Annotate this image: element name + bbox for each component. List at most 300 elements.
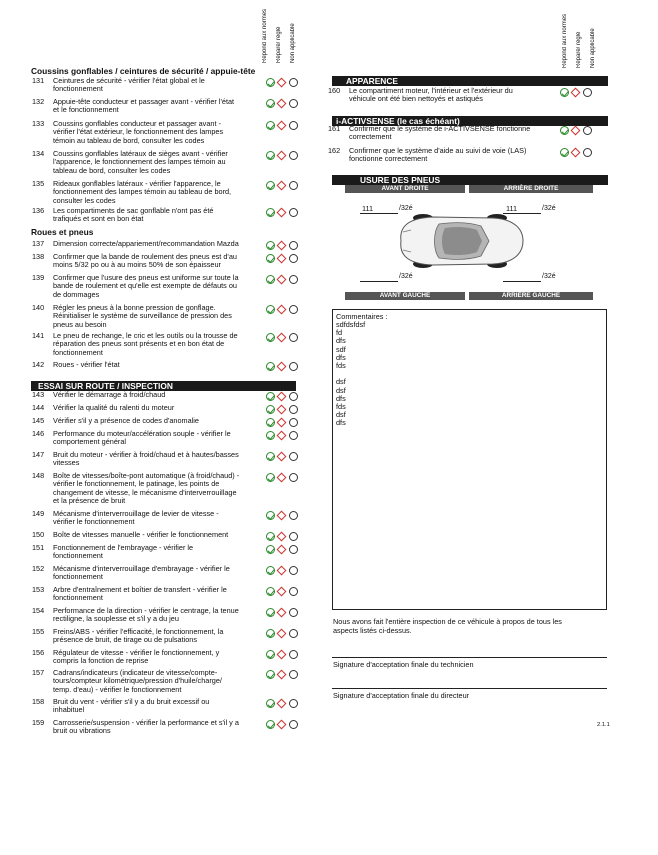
item-text-line: Régulateur de vitesse - vérifier le fonctionnement, y	[53, 648, 220, 657]
item-text-line: consulter les codes	[53, 195, 116, 205]
not-applicable-circle-icon[interactable]	[289, 608, 298, 617]
item-text-line: Carrosserie/suspension - vérifier la performance et s'il y a	[53, 718, 239, 727]
item-number: 157	[32, 668, 45, 677]
item-text	[53, 253, 237, 270]
repaired-diamond-icon[interactable]	[277, 431, 287, 441]
item-text	[53, 531, 228, 539]
col-header-conform-right: Répond aux normes	[562, 13, 568, 68]
form-version: 2.1.1	[597, 722, 610, 728]
item-number: 138	[32, 252, 45, 261]
item-number: 149	[32, 509, 45, 518]
col-header-na-right: Non applicable	[590, 28, 596, 68]
item-text-line: présence de bruit, de tirage ou de pulsations	[53, 635, 198, 645]
status-options	[266, 275, 302, 285]
repaired-diamond-icon[interactable]	[571, 88, 581, 98]
item-text-line: Vérifier la qualité du ralenti du moteur	[53, 403, 175, 412]
status-options	[266, 241, 302, 251]
item-text-line: correctement	[349, 132, 392, 142]
item-text-line: Rideaux gonflables latéraux - vérifier l'apparence, le	[53, 179, 221, 188]
rear-left-label: ARRIÈRE GAUCHE	[469, 292, 593, 300]
item-text	[53, 120, 223, 145]
conform-check-icon[interactable]	[266, 181, 275, 190]
item-text-line: fonctionnement des lampes témoin au tableau de bord,	[53, 187, 232, 197]
item-text-line: Confirmer que le système d'aide au suivi de voie (LAS)	[349, 146, 527, 155]
not-applicable-circle-icon[interactable]	[289, 208, 298, 217]
item-text-line: fonctionnement	[53, 572, 103, 582]
item-number: 143	[32, 390, 45, 399]
item-number: 139	[32, 273, 45, 282]
col-header-repaired: Réparé/ réglé	[276, 26, 282, 63]
item-text-line: vitesses	[53, 458, 80, 468]
not-applicable-circle-icon[interactable]	[289, 241, 298, 250]
status-options	[266, 78, 302, 88]
item-text-line: bande de roulement et qu'elle est exempte de défauts ou	[53, 281, 237, 291]
conform-check-icon[interactable]	[266, 362, 275, 371]
comment-line: dsf	[336, 385, 346, 395]
conform-check-icon[interactable]	[266, 545, 275, 554]
status-options	[266, 254, 302, 264]
item-text-line: Coussins gonflables conducteur et passager avant -	[53, 119, 221, 128]
comment-line: dfs	[336, 393, 346, 403]
item-text-line: trafiqués et sont en bon état	[53, 214, 144, 224]
repaired-diamond-icon[interactable]	[277, 305, 287, 315]
item-text	[53, 304, 232, 329]
conform-check-icon[interactable]	[266, 78, 275, 87]
repaired-diamond-icon[interactable]	[277, 720, 287, 730]
item-text-line: changement de vitesse, le mécanisme d'interverrouillage	[53, 487, 237, 497]
signature-tech-line[interactable]	[332, 657, 607, 658]
item-number: 134	[32, 149, 45, 158]
item-text-line: temp. d'eau) - vérifier le fonctionnement	[53, 684, 182, 694]
item-text	[53, 332, 238, 357]
item-text	[53, 361, 120, 369]
item-text-line: Appuie-tête conducteur et passager avant - vérifier l'état	[53, 97, 235, 106]
conform-check-icon[interactable]	[560, 148, 569, 157]
conform-check-icon[interactable]	[266, 650, 275, 659]
section-airbags-heading: Coussins gonflables / ceintures de sécurité / appuie-tête	[31, 66, 256, 76]
status-options	[266, 670, 302, 680]
item-text-line: véhicule ont été bien nettoyés et astiqués	[349, 94, 483, 104]
not-applicable-circle-icon[interactable]	[289, 333, 298, 342]
item-text-line: compris la fonction de reprise	[53, 656, 149, 666]
item-text-line: vérifier le fonctionnement, le patinage, les points de	[53, 479, 220, 489]
item-text-line: Le compartiment moteur, l'intérieur et l'extérieur du	[349, 86, 513, 95]
rear-right-label: ARRIÈRE DROITE	[469, 185, 593, 193]
repaired-diamond-icon[interactable]	[571, 148, 581, 158]
rear-left-line[interactable]	[503, 281, 541, 282]
conform-check-icon[interactable]	[266, 121, 275, 130]
item-text	[53, 240, 239, 248]
item-text	[53, 391, 165, 399]
item-text-line: Bruit du vent - vérifier s'il y a du bruit excessif ou	[53, 697, 210, 706]
status-options	[266, 181, 302, 191]
conform-check-icon[interactable]	[266, 587, 275, 596]
item-number: 150	[32, 530, 45, 539]
not-applicable-circle-icon[interactable]	[289, 275, 298, 284]
item-number: 160	[328, 86, 341, 95]
item-number: 152	[32, 564, 45, 573]
not-applicable-circle-icon[interactable]	[583, 148, 592, 157]
item-text-line: Arbre d'entraînement et boîtier de transfert - vérifier le	[53, 585, 227, 594]
item-number: 136	[32, 206, 45, 215]
not-applicable-circle-icon[interactable]	[289, 566, 298, 575]
item-text-line: vérifier le fonctionnement	[53, 517, 135, 527]
item-text-line: Vérifier s'il y a présence de codes d'anomalie	[53, 416, 199, 425]
status-options	[266, 305, 302, 315]
comment-line: dfs	[336, 418, 346, 428]
item-number: 156	[32, 648, 45, 657]
conform-check-icon[interactable]	[266, 670, 275, 679]
not-applicable-circle-icon[interactable]	[289, 362, 298, 371]
conform-check-icon[interactable]	[266, 208, 275, 217]
item-text-line: Le pneu de rechange, le cric et les outils ou la trousse de	[53, 331, 238, 340]
item-text	[53, 404, 174, 412]
not-applicable-circle-icon[interactable]	[289, 418, 298, 427]
section-tire-wear-heading: USURE DES PNEUS	[360, 175, 441, 185]
item-text-line: Confirmer que le système de i-ACTIVSENSE fonctionne	[349, 124, 531, 133]
not-applicable-circle-icon[interactable]	[289, 511, 298, 520]
item-text	[53, 669, 222, 694]
status-options	[266, 151, 302, 161]
status-options	[266, 99, 302, 109]
repaired-diamond-icon[interactable]	[277, 511, 287, 521]
item-text-line: fonctionnement	[53, 551, 103, 561]
item-text-line: Performance de la direction - vérifier le centrage, la tenue	[53, 606, 239, 615]
status-options	[266, 431, 302, 441]
item-number: 161	[328, 124, 341, 133]
item-text-line: Mécanisme d'interverrouillage de levier de vitesse -	[53, 509, 219, 518]
conform-check-icon[interactable]	[266, 99, 275, 108]
item-number: 135	[32, 179, 45, 188]
item-text-line: témoin au tableau de bord, consulter les codes	[53, 135, 205, 145]
item-text-line: Boîte de vitesses/boîte-pont automatique (à froid/chaud) -	[53, 471, 240, 480]
item-number: 151	[32, 543, 45, 552]
item-text	[53, 628, 223, 645]
conform-check-icon[interactable]	[266, 629, 275, 638]
item-number: 131	[32, 76, 45, 85]
item-text	[53, 150, 228, 175]
item-number: 133	[32, 119, 45, 128]
item-text-line: réparation des pneus sont présents et en bon état de	[53, 339, 225, 349]
status-options	[266, 566, 302, 576]
rear-right-value[interactable]: 111	[506, 204, 518, 213]
item-text	[53, 649, 219, 666]
item-text-line: Vérifier le démarrage à froid/chaud	[53, 390, 166, 399]
not-applicable-circle-icon[interactable]	[289, 720, 298, 729]
item-text-line: fonctionnement	[53, 84, 103, 94]
conform-check-icon[interactable]	[560, 126, 569, 135]
item-text-line: bruit ou vibrations	[53, 726, 111, 736]
item-text	[53, 207, 213, 224]
section-appearance-heading: APPARENCE	[346, 76, 398, 86]
repaired-diamond-icon[interactable]	[277, 181, 287, 191]
item-text	[53, 698, 209, 715]
item-text	[53, 274, 239, 299]
item-text-line: fonctionnement	[53, 347, 103, 357]
not-applicable-circle-icon[interactable]	[583, 126, 592, 135]
item-text-line: rectiligne, la souplesse et s'il y a du jeu	[53, 614, 179, 624]
conform-check-icon[interactable]	[266, 305, 275, 314]
item-text-line: Cadrans/indicateurs (indicateur de vitesse/compte-	[53, 668, 218, 677]
status-options	[266, 511, 302, 521]
not-applicable-circle-icon[interactable]	[289, 452, 298, 461]
conform-check-icon[interactable]	[266, 720, 275, 729]
rear-left-unit: /32é	[542, 273, 556, 280]
signature-tech-label: Signature d'acceptation finale du technicien	[333, 660, 474, 669]
not-applicable-circle-icon[interactable]	[583, 88, 592, 97]
front-right-unit: /32é	[399, 205, 413, 212]
not-applicable-circle-icon[interactable]	[289, 431, 298, 440]
conform-check-icon[interactable]	[560, 88, 569, 97]
item-number: 154	[32, 606, 45, 615]
item-number: 159	[32, 718, 45, 727]
conform-check-icon[interactable]	[266, 405, 275, 414]
not-applicable-circle-icon[interactable]	[289, 473, 298, 482]
repaired-diamond-icon[interactable]	[277, 587, 287, 597]
section-appearance-bar	[332, 76, 608, 86]
car-top-view-icon	[393, 212, 525, 270]
item-number: 137	[32, 239, 45, 248]
not-applicable-circle-icon[interactable]	[289, 545, 298, 554]
repaired-diamond-icon[interactable]	[277, 545, 287, 555]
comment-line: sdf	[336, 344, 346, 354]
col-header-repaired-right: Réparé/ réglé	[576, 31, 582, 68]
item-text-line: Performance du moteur/accélération souple - vérifier le	[53, 429, 231, 438]
item-text	[53, 586, 227, 603]
repaired-diamond-icon[interactable]	[277, 566, 287, 576]
repaired-diamond-icon[interactable]	[277, 392, 287, 402]
item-text	[53, 77, 205, 94]
repaired-diamond-icon[interactable]	[277, 99, 287, 109]
not-applicable-circle-icon[interactable]	[289, 181, 298, 190]
comment-line: dfs	[336, 336, 346, 346]
comment-line: fd	[336, 328, 343, 338]
comment-line: dsf	[336, 410, 346, 420]
status-options	[266, 452, 302, 462]
item-text-line: Les compartiments de sac gonflable n'ont pas été	[53, 206, 214, 215]
status-options	[266, 362, 302, 372]
front-left-unit: /32é	[399, 273, 413, 280]
status-options	[266, 720, 302, 730]
item-number: 148	[32, 471, 45, 480]
not-applicable-circle-icon[interactable]	[289, 305, 298, 314]
conform-check-icon[interactable]	[266, 473, 275, 482]
not-applicable-circle-icon[interactable]	[289, 121, 298, 130]
conform-check-icon[interactable]	[266, 608, 275, 617]
status-options	[266, 418, 302, 428]
item-text-line: fonctionnement	[53, 593, 103, 603]
conform-check-icon[interactable]	[266, 532, 275, 541]
conform-check-icon[interactable]	[266, 511, 275, 520]
repaired-diamond-icon[interactable]	[277, 333, 287, 343]
item-text-line: et le fonctionnement	[53, 105, 119, 115]
conform-check-icon[interactable]	[266, 275, 275, 284]
item-text-line: de dommages	[53, 289, 100, 299]
status-options	[266, 473, 302, 483]
item-text-line: moins 5/32 po ou à au moins 50% de son épaisseur	[53, 260, 221, 270]
front-left-label: AVANT GAUCHE	[345, 292, 465, 300]
conform-check-icon[interactable]	[266, 452, 275, 461]
status-options	[266, 121, 302, 131]
front-right-value[interactable]: 111	[362, 204, 374, 213]
conform-check-icon[interactable]	[266, 418, 275, 427]
comment-line: dfs	[336, 352, 346, 362]
item-number: 141	[32, 331, 45, 340]
col-header-conform: Répond aux normes	[262, 8, 268, 63]
item-text	[349, 87, 513, 104]
item-text-line: pneus au besoin	[53, 319, 107, 329]
item-text	[53, 472, 239, 505]
status-options	[266, 650, 302, 660]
comment-line: sdfdsfdsf	[336, 320, 366, 329]
status-options	[266, 545, 302, 555]
status-options	[266, 405, 302, 415]
rear-right-unit: /32é	[542, 205, 556, 212]
item-text-line: Coussins gonflables latéraux de sièges avant - vérifier	[53, 149, 228, 158]
item-text-line: tours/compteur kilométrique/pression d'huile/charge/	[53, 676, 222, 686]
repaired-diamond-icon[interactable]	[277, 608, 287, 618]
repaired-diamond-icon[interactable]	[571, 126, 581, 136]
not-applicable-circle-icon[interactable]	[289, 99, 298, 108]
item-number: 155	[32, 627, 45, 636]
status-options	[266, 333, 302, 343]
status-options	[266, 392, 302, 402]
repaired-diamond-icon[interactable]	[277, 532, 287, 542]
not-applicable-circle-icon[interactable]	[289, 254, 298, 263]
item-text	[53, 451, 239, 468]
item-text-line: Réinitialiser le système de surveillance de pression des	[53, 311, 232, 321]
item-text	[53, 544, 193, 561]
conform-check-icon[interactable]	[266, 392, 275, 401]
item-number: 145	[32, 416, 45, 425]
item-text-line: Confirmer que l'usure des pneus est uniforme sur toute la	[53, 273, 239, 282]
item-text-line: et la présence de bruit	[53, 495, 126, 505]
comments-box[interactable]	[332, 309, 607, 610]
item-text-line: Ceintures de sécurité - vérifier l'état global et le	[53, 76, 205, 85]
item-text-line: fonctionne correctement	[349, 154, 428, 164]
item-text-line: inhabituel	[53, 705, 85, 715]
conform-check-icon[interactable]	[266, 254, 275, 263]
item-number: 132	[32, 97, 45, 106]
item-number: 147	[32, 450, 45, 459]
repaired-diamond-icon[interactable]	[277, 241, 287, 251]
item-number: 162	[328, 146, 341, 155]
section-road-test-heading: ESSAI SUR ROUTE / INSPECTION	[38, 381, 173, 391]
conform-check-icon[interactable]	[266, 566, 275, 575]
item-text	[349, 125, 530, 142]
item-number: 146	[32, 429, 45, 438]
not-applicable-circle-icon[interactable]	[289, 587, 298, 596]
item-text-line: Confirmer que la bande de roulement des pneus est d'au	[53, 252, 237, 261]
status-options	[266, 608, 302, 618]
status-options	[266, 629, 302, 639]
item-text	[53, 180, 231, 205]
item-text-line: Régler les pneus à la bonne pression de gonflage.	[53, 303, 216, 312]
repaired-diamond-icon[interactable]	[277, 452, 287, 462]
inspection-statement	[333, 618, 562, 636]
not-applicable-circle-icon[interactable]	[289, 670, 298, 679]
repaired-diamond-icon[interactable]	[277, 473, 287, 483]
status-options	[560, 148, 596, 158]
item-text	[349, 147, 526, 164]
status-options	[266, 532, 302, 542]
not-applicable-circle-icon[interactable]	[289, 699, 298, 708]
item-text-line: Dimension correcte/appariement/recommandation Mazda	[53, 239, 239, 248]
comments-text[interactable]	[336, 321, 365, 427]
not-applicable-circle-icon[interactable]	[289, 650, 298, 659]
not-applicable-circle-icon[interactable]	[289, 629, 298, 638]
repaired-diamond-icon[interactable]	[277, 151, 287, 161]
item-text	[53, 565, 230, 582]
repaired-diamond-icon[interactable]	[277, 121, 287, 131]
item-text	[53, 510, 219, 527]
item-number: 142	[32, 360, 45, 369]
repaired-diamond-icon[interactable]	[277, 78, 287, 88]
section-tire-wear-bar	[332, 175, 608, 185]
conform-check-icon[interactable]	[266, 151, 275, 160]
statement-line-2: aspects listés ci-dessus.	[333, 625, 412, 635]
conform-check-icon[interactable]	[266, 699, 275, 708]
repaired-diamond-icon[interactable]	[277, 275, 287, 285]
conform-check-icon[interactable]	[266, 333, 275, 342]
signature-director-line[interactable]	[332, 688, 607, 689]
item-text-line: Boîte de vitesses manuelle - vérifier le fonctionnement	[53, 530, 229, 539]
item-text	[53, 430, 231, 447]
item-text	[53, 98, 234, 115]
not-applicable-circle-icon[interactable]	[289, 532, 298, 541]
item-text-line: Roues - vérifier l'état	[53, 360, 120, 369]
repaired-diamond-icon[interactable]	[277, 405, 287, 415]
status-options	[266, 587, 302, 597]
not-applicable-circle-icon[interactable]	[289, 405, 298, 414]
not-applicable-circle-icon[interactable]	[289, 78, 298, 87]
item-number: 140	[32, 303, 45, 312]
item-text-line: Fonctionnement de l'embrayage - vérifier le	[53, 543, 194, 552]
repaired-diamond-icon[interactable]	[277, 629, 287, 639]
status-options	[560, 88, 596, 98]
comments-label: Commentaires :	[336, 312, 388, 321]
not-applicable-circle-icon[interactable]	[289, 151, 298, 160]
status-options	[266, 208, 302, 218]
comment-line: dsf	[336, 377, 346, 387]
item-text-line: tableau de bord, consulter les codes	[53, 165, 171, 175]
item-number: 144	[32, 403, 45, 412]
repaired-diamond-icon[interactable]	[277, 362, 287, 372]
item-text	[53, 719, 239, 736]
repaired-diamond-icon[interactable]	[277, 650, 287, 660]
conform-check-icon[interactable]	[266, 241, 275, 250]
repaired-diamond-icon[interactable]	[277, 418, 287, 428]
item-text-line: Bruit du moteur - vérifier à froid/chaud et à hautes/basses	[53, 450, 239, 459]
front-left-line[interactable]	[360, 281, 398, 282]
section-tires-heading: Roues et pneus	[31, 227, 94, 237]
item-text-line: comportement général	[53, 437, 127, 447]
statement-line-1: Nous avons fait l'entière inspection de ce véhicule à propos de tous les	[333, 617, 562, 626]
signature-director-label: Signature d'acceptation finale du directeur	[333, 691, 470, 700]
item-number: 153	[32, 585, 45, 594]
conform-check-icon[interactable]	[266, 431, 275, 440]
comment-line: fds	[336, 401, 346, 411]
repaired-diamond-icon[interactable]	[277, 208, 287, 218]
item-text-line: Mécanisme d'interverrouillage d'embrayage - vérifier le	[53, 564, 230, 573]
repaired-diamond-icon[interactable]	[277, 254, 287, 264]
status-options	[560, 126, 596, 136]
item-text	[53, 417, 199, 425]
repaired-diamond-icon[interactable]	[277, 699, 287, 709]
repaired-diamond-icon[interactable]	[277, 670, 287, 680]
not-applicable-circle-icon[interactable]	[289, 392, 298, 401]
status-options	[266, 699, 302, 709]
